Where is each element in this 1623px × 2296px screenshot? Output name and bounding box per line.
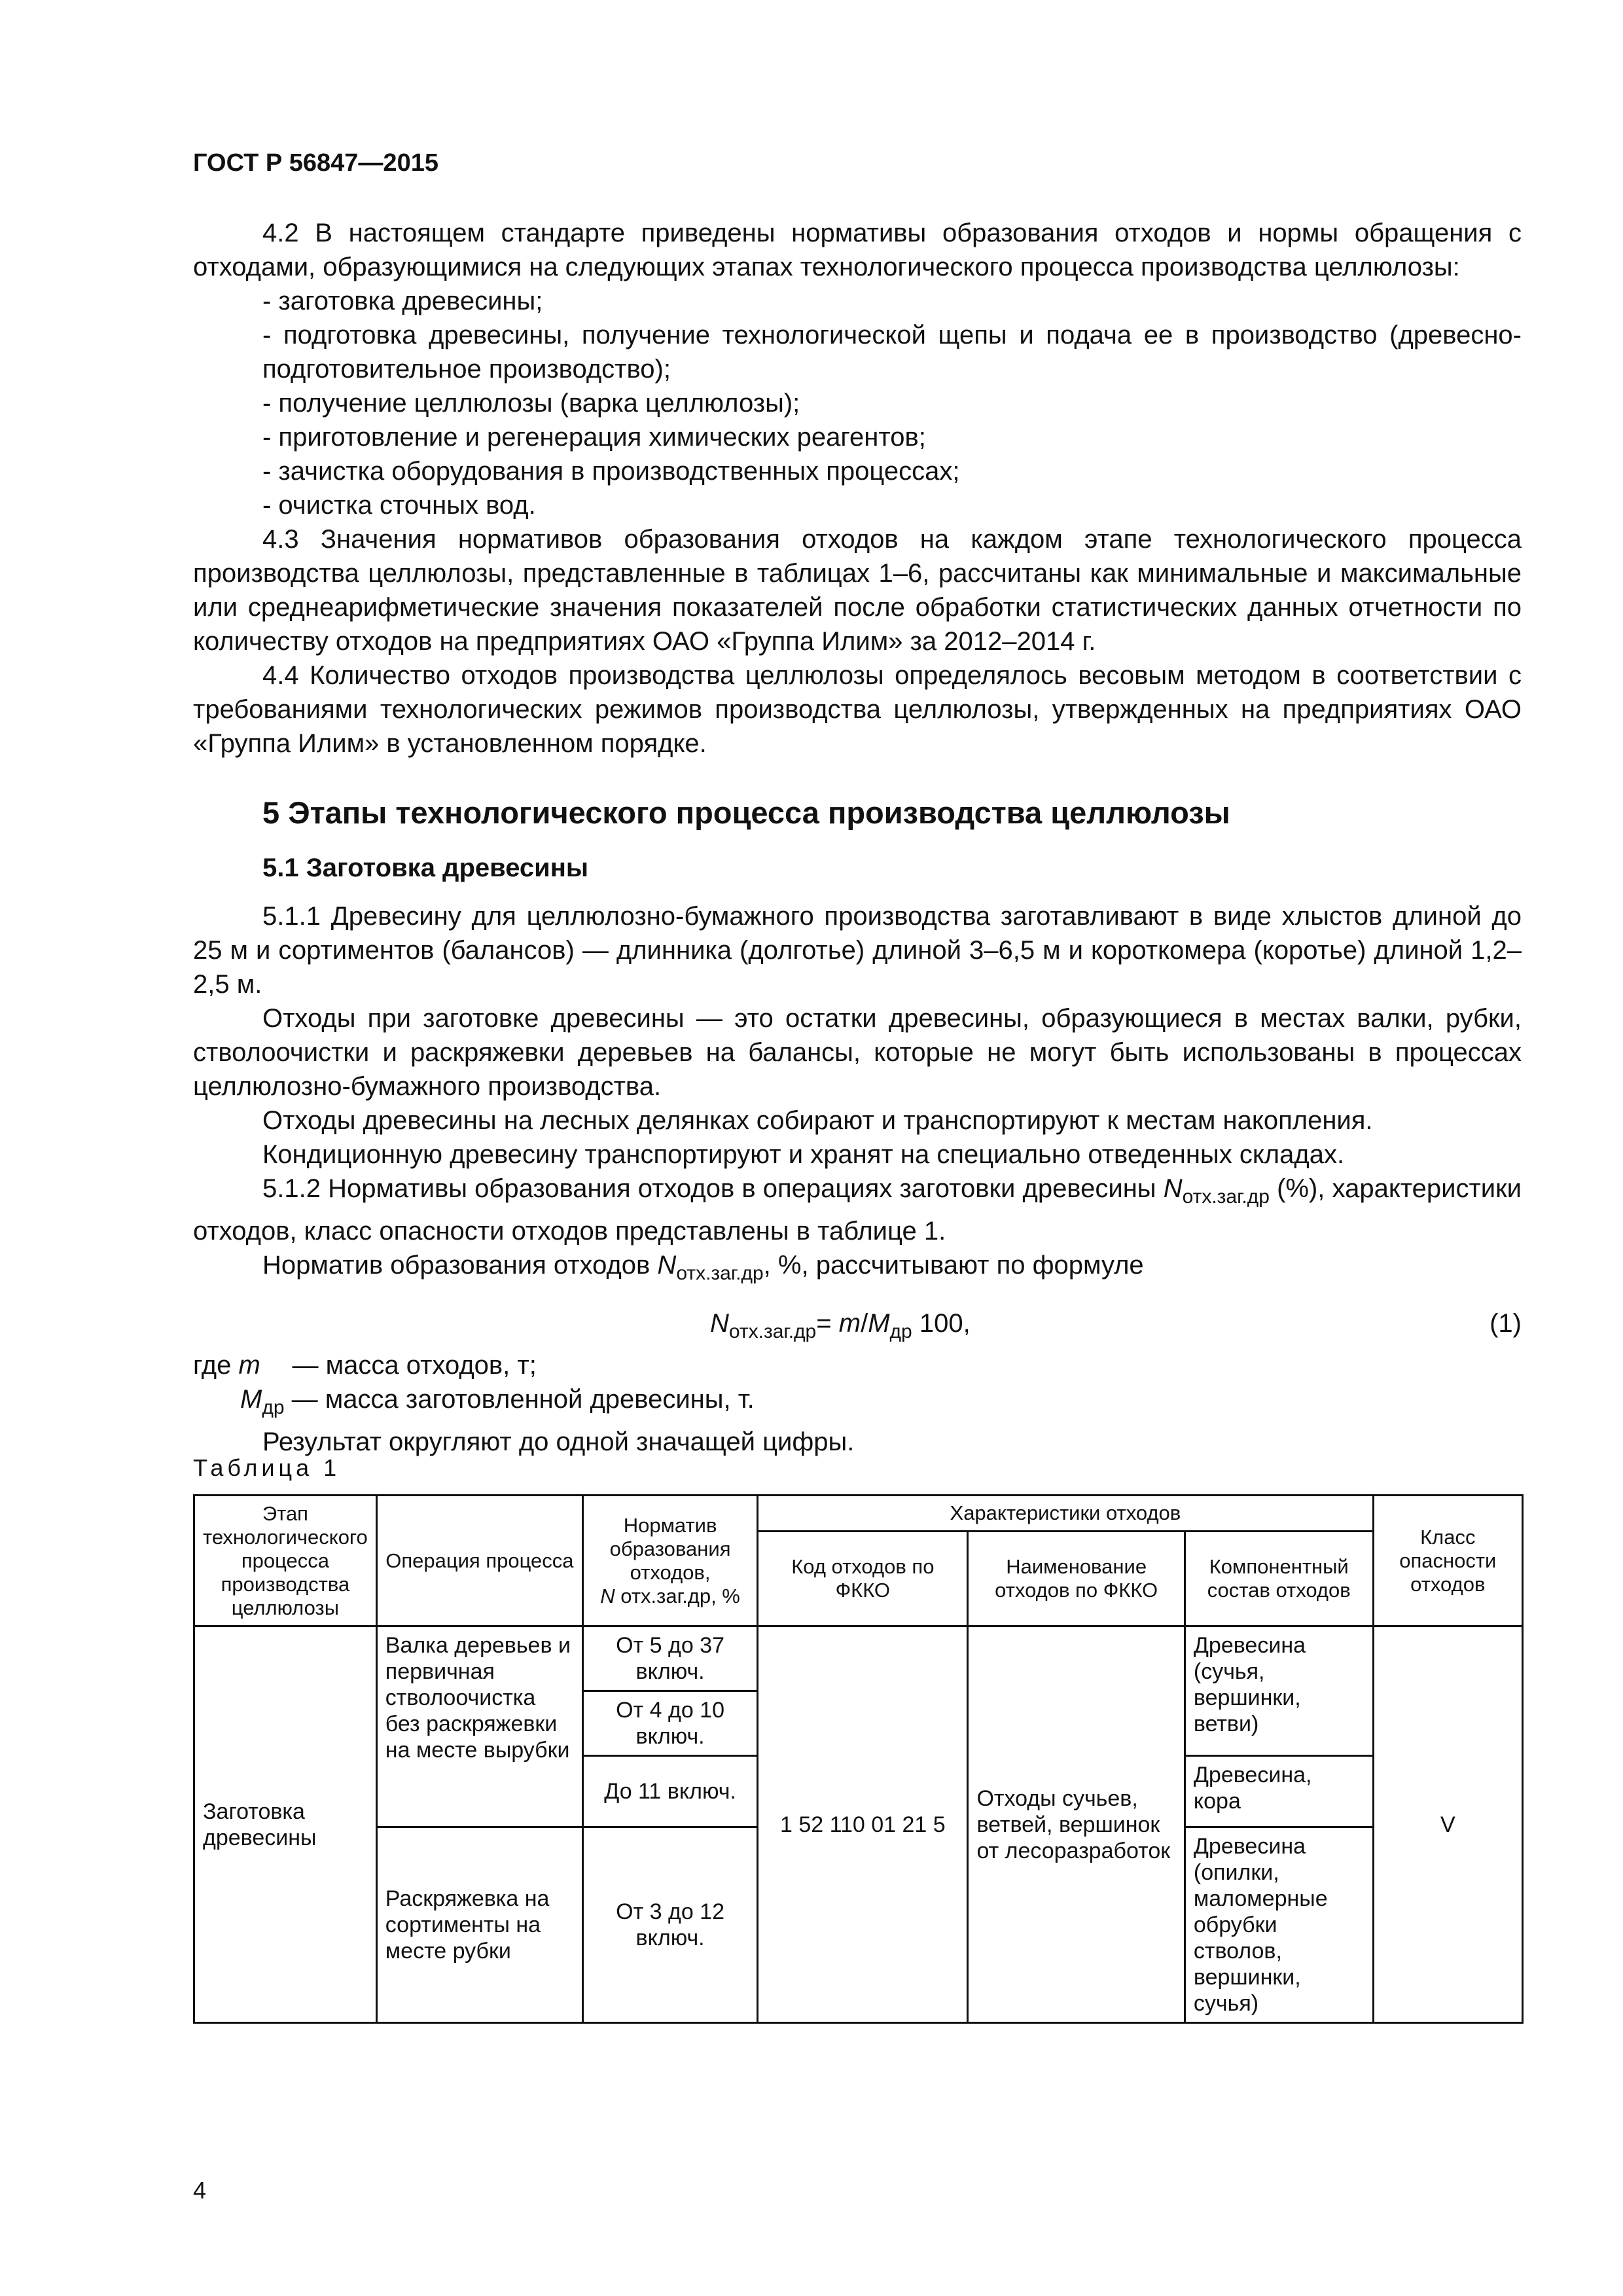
formula-number: (1)	[1489, 1309, 1522, 1338]
list-item: - заготовка древесины;	[262, 287, 543, 315]
table-row	[194, 1626, 1523, 1691]
cell-code: 1 52 110 01 21 5	[758, 1626, 968, 2023]
where-m: где m — масса отходов, т;	[193, 1351, 537, 1380]
list-item: - приготовление и регенерация химических реагентов;	[262, 423, 926, 452]
cell-operation-2: Раскряжевка на сортименты на месте рубки	[376, 1827, 582, 2023]
list-item: - очистка сточных вод.	[262, 491, 536, 520]
header-characteristics: Характеристики отходов	[758, 1496, 1373, 1532]
cell-hazard-class: V	[1373, 1626, 1522, 2023]
cell-stage: Заготовка древесины	[194, 1626, 377, 2023]
paragraph-waste-collection: Отходы древесины на лесных делянках собирают и транспортируют к местам накопления.	[262, 1106, 1373, 1135]
cell-norm: От 4 до 10 включ.	[582, 1691, 757, 1756]
cell-composition: Древесина, кора	[1185, 1756, 1373, 1827]
cell-norm: От 3 до 12 включ.	[582, 1827, 757, 2023]
table-header-row	[194, 1496, 1523, 1532]
cell-composition: Древесина (сучья, вершинки, ветви)	[1185, 1626, 1373, 1756]
formula-1	[193, 1302, 1522, 1348]
list-item: - получение целлюлозы (варка целлюлозы);	[262, 389, 800, 418]
waste-norms-table	[193, 1494, 1524, 2024]
paragraph-5-1-2: 5.1.2 Нормативы образования отходов в операциях заготовки древесины $N_{отх.заг.др}$ (%), характеристики отходов, класс опасности отходов представлены в таблице 1.	[193, 1174, 1522, 1246]
formula-expression: $N_{отх.заг.др}= m/M_{др}$ 100,	[710, 1309, 971, 1342]
paragraph-5-1-1: 5.1.1 Древесину для целлюлозно-бумажного производства заготавливают в виде хлыстов длиной до 25 м и сортиментов (балансов) — длинника (долготье) длиной 3–6,5 м и короткомера (коротье) длиной 1,2–2,5 м.	[193, 902, 1522, 999]
paragraph-waste-definition: Отходы при заготовке древесины — это остатки древесины, образующиеся в местах валки, рубки, стволоочистки и раскряжевки деревьев на балансы, которые не могут быть использованы в процессах целлюлозно-бумажного производства.	[193, 1004, 1522, 1101]
paragraph-4-3: 4.3 Значения нормативов образования отходов на каждом этапе технологического процесса производства целлюлозы, представленные в таблицах 1–6, рассчитаны как минимальные и максимальные или среднеарифметические значения показателей после обработки статистических данных отчетности по количеству отходов на предприятиях ОАО «Группа Илим» за 2012–2014 г.	[193, 525, 1522, 656]
paragraph-norm-formula-intro: Норматив образования отходов $N_{отх.заг.др}$, %, рассчитывают по формуле	[262, 1251, 1144, 1284]
header-name: Наименование отходов по ФККО	[968, 1532, 1185, 1626]
header-hazard-class: Класс опасности отходов	[1373, 1496, 1522, 1626]
cell-waste-name: Отходы сучьев, ветвей, вершинок от лесоразработок	[968, 1626, 1185, 2023]
header-code: Код отходов по ФККО	[758, 1532, 968, 1626]
cell-norm: До 11 включ.	[582, 1756, 757, 1827]
header-stage: Этап технологического процесса производства целлюлозы	[194, 1496, 377, 1626]
header-norm: Норматив образования отходов, N отх.заг.др, %	[582, 1496, 757, 1626]
paragraph-4-2: 4.2 В настоящем стандарте приведены нормативы образования отходов и нормы обращения с отходами, образующимися на следующих этапах технологического процесса производства целлюлозы:	[193, 219, 1522, 281]
cell-composition: Древесина (опилки, маломерные обрубки стволов, вершинки, сучья)	[1185, 1827, 1373, 2023]
subsection-5-1-title: 5.1 Заготовка древесины	[262, 853, 589, 882]
where-M: $M_{др}$ — масса заготовленной древесины, т.	[240, 1385, 755, 1418]
table-caption: Таблица 1	[193, 1454, 341, 1481]
cell-operation-1: Валка деревьев и первичная стволоочистка без раскряжевки на месте вырубки	[376, 1626, 582, 1827]
paragraph-4-4: 4.4 Количество отходов производства целлюлозы определялось весовым методом в соответствии с требованиями технологических режимов производства целлюлозы, утвержденных на предприятиях ОАО «Группа Илим» в установленном порядке.	[193, 661, 1522, 758]
list-item: - подготовка древесины, получение технологической щепы и подача ее в производство (древесно-подготовительное производство);	[262, 321, 1522, 384]
header-operation: Операция процесса	[376, 1496, 582, 1626]
body-text	[193, 216, 1522, 1459]
paragraph-conditional-wood: Кондиционную древесину транспортируют и хранят на специально отведенных складах.	[262, 1140, 1345, 1169]
page-number: 4	[193, 2177, 207, 2204]
document-header: ГОСТ Р 56847—2015	[193, 149, 438, 177]
section-5-title: 5 Этапы технологического процесса производства целлюлозы	[262, 795, 1230, 830]
paragraph-rounding: Результат округляют до одной значащей цифры.	[262, 1427, 855, 1456]
cell-norm: От 5 до 37 включ.	[582, 1626, 757, 1691]
header-composition: Компонентный состав отходов	[1185, 1532, 1373, 1626]
list-item: - зачистка оборудования в производственных процессах;	[262, 457, 960, 486]
